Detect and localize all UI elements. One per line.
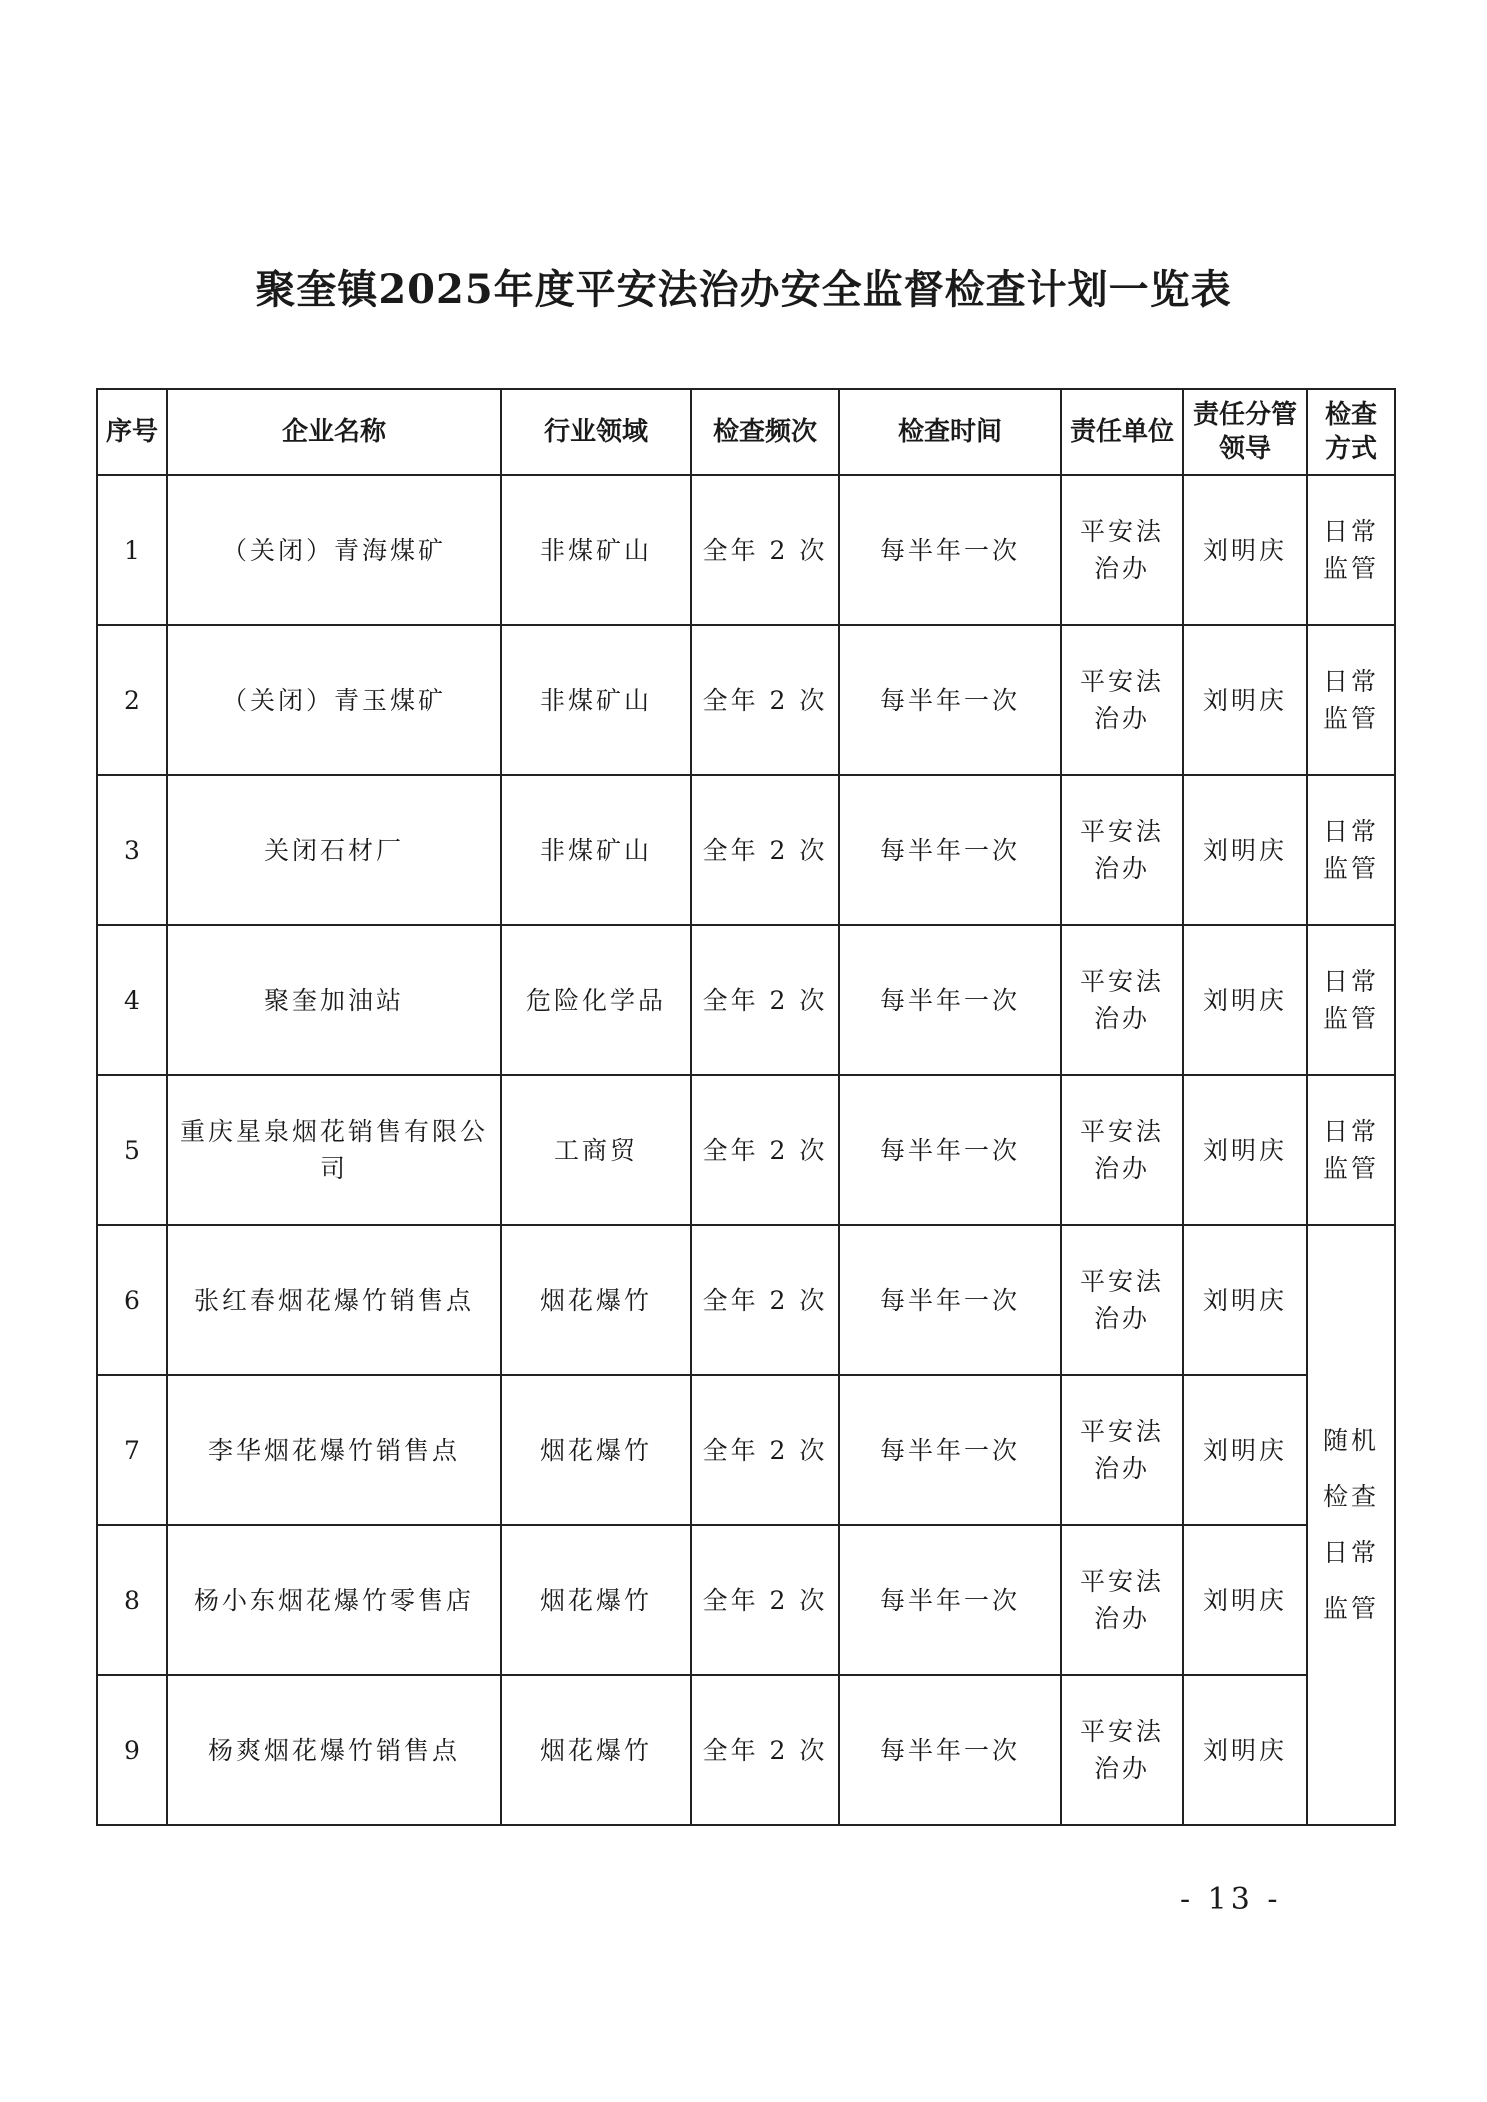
- row-leader: 刘明庆: [1183, 775, 1307, 925]
- page-number: - 13 -: [1180, 1882, 1282, 1917]
- row-unit: 平安法治办: [1061, 625, 1183, 775]
- row-unit: 平安法治办: [1061, 925, 1183, 1075]
- inspection-plan-table: [96, 388, 1396, 1826]
- row-time: 每半年一次: [839, 775, 1061, 925]
- row-time: 每半年一次: [839, 1075, 1061, 1225]
- row-unit: 平安法治办: [1061, 1225, 1183, 1375]
- row-seq: 8: [97, 1525, 167, 1675]
- header-seq: 序号: [97, 389, 167, 475]
- row-method: 日常监管: [1307, 1075, 1395, 1225]
- row-company: 李华烟花爆竹销售点: [167, 1375, 501, 1525]
- row-seq: 4: [97, 925, 167, 1075]
- table-body: [97, 475, 1395, 1825]
- row-method: 日常监管: [1307, 925, 1395, 1075]
- table-row: [97, 1375, 1395, 1525]
- row-seq: 7: [97, 1375, 167, 1525]
- row-seq: 6: [97, 1225, 167, 1375]
- row-industry: 非煤矿山: [501, 625, 691, 775]
- row-frequency: 全年 2 次: [691, 475, 839, 625]
- row-method: 日常监管: [1307, 625, 1395, 775]
- row-method: 日常监管: [1307, 475, 1395, 625]
- header-unit: 责任单位: [1061, 389, 1183, 475]
- row-leader: 刘明庆: [1183, 1675, 1307, 1825]
- row-frequency: 全年 2 次: [691, 1525, 839, 1675]
- table-row: [97, 625, 1395, 775]
- row-frequency: 全年 2 次: [691, 1225, 839, 1375]
- row-time: 每半年一次: [839, 1675, 1061, 1825]
- row-company: 张红春烟花爆竹销售点: [167, 1225, 501, 1375]
- document-title: 聚奎镇2025年度平安法治办安全监督检查计划一览表: [255, 266, 1232, 313]
- row-industry: 危险化学品: [501, 925, 691, 1075]
- table-header-row: [97, 389, 1395, 475]
- row-seq: 5: [97, 1075, 167, 1225]
- row-time: 每半年一次: [839, 1225, 1061, 1375]
- header-method: 检查方式: [1307, 389, 1395, 475]
- merged-method-cell: 随机检查日常监管: [1307, 1225, 1395, 1825]
- row-industry: 非煤矿山: [501, 775, 691, 925]
- table-row: [97, 475, 1395, 625]
- row-time: 每半年一次: [839, 1375, 1061, 1525]
- row-industry: 烟花爆竹: [501, 1225, 691, 1375]
- header-industry: 行业领域: [501, 389, 691, 475]
- row-industry: 烟花爆竹: [501, 1525, 691, 1675]
- row-seq: 2: [97, 625, 167, 775]
- row-frequency: 全年 2 次: [691, 925, 839, 1075]
- row-frequency: 全年 2 次: [691, 1375, 839, 1525]
- row-leader: 刘明庆: [1183, 1075, 1307, 1225]
- row-time: 每半年一次: [839, 1525, 1061, 1675]
- row-method: 日常监管: [1307, 775, 1395, 925]
- row-leader: 刘明庆: [1183, 625, 1307, 775]
- row-company: （关闭）青玉煤矿: [167, 625, 501, 775]
- row-unit: 平安法治办: [1061, 1075, 1183, 1225]
- row-leader: 刘明庆: [1183, 1525, 1307, 1675]
- row-seq: 3: [97, 775, 167, 925]
- header-company: 企业名称: [167, 389, 501, 475]
- header-leader: 责任分管领导: [1183, 389, 1307, 475]
- row-unit: 平安法治办: [1061, 1525, 1183, 1675]
- table-row: [97, 925, 1395, 1075]
- row-frequency: 全年 2 次: [691, 1075, 839, 1225]
- table-row: [97, 1525, 1395, 1675]
- row-leader: 刘明庆: [1183, 925, 1307, 1075]
- row-frequency: 全年 2 次: [691, 1675, 839, 1825]
- row-seq: 1: [97, 475, 167, 625]
- row-time: 每半年一次: [839, 925, 1061, 1075]
- table-row: [97, 775, 1395, 925]
- row-leader: 刘明庆: [1183, 475, 1307, 625]
- row-industry: 工商贸: [501, 1075, 691, 1225]
- header-time: 检查时间: [839, 389, 1061, 475]
- row-unit: 平安法治办: [1061, 775, 1183, 925]
- row-unit: 平安法治办: [1061, 1375, 1183, 1525]
- row-industry: 烟花爆竹: [501, 1675, 691, 1825]
- table-row: [97, 1675, 1395, 1825]
- row-leader: 刘明庆: [1183, 1225, 1307, 1375]
- row-company: 聚奎加油站: [167, 925, 501, 1075]
- row-company: 关闭石材厂: [167, 775, 501, 925]
- row-company: 杨小东烟花爆竹零售店: [167, 1525, 501, 1675]
- row-industry: 非煤矿山: [501, 475, 691, 625]
- table-row: [97, 1075, 1395, 1225]
- row-leader: 刘明庆: [1183, 1375, 1307, 1525]
- row-frequency: 全年 2 次: [691, 775, 839, 925]
- table-row: [97, 1225, 1395, 1375]
- row-time: 每半年一次: [839, 475, 1061, 625]
- row-frequency: 全年 2 次: [691, 625, 839, 775]
- row-industry: 烟花爆竹: [501, 1375, 691, 1525]
- header-frequency: 检查频次: [691, 389, 839, 475]
- row-company: 杨爽烟花爆竹销售点: [167, 1675, 501, 1825]
- row-time: 每半年一次: [839, 625, 1061, 775]
- row-company: 重庆星泉烟花销售有限公司: [167, 1075, 501, 1225]
- row-company: （关闭）青海煤矿: [167, 475, 501, 625]
- row-unit: 平安法治办: [1061, 1675, 1183, 1825]
- row-unit: 平安法治办: [1061, 475, 1183, 625]
- row-seq: 9: [97, 1675, 167, 1825]
